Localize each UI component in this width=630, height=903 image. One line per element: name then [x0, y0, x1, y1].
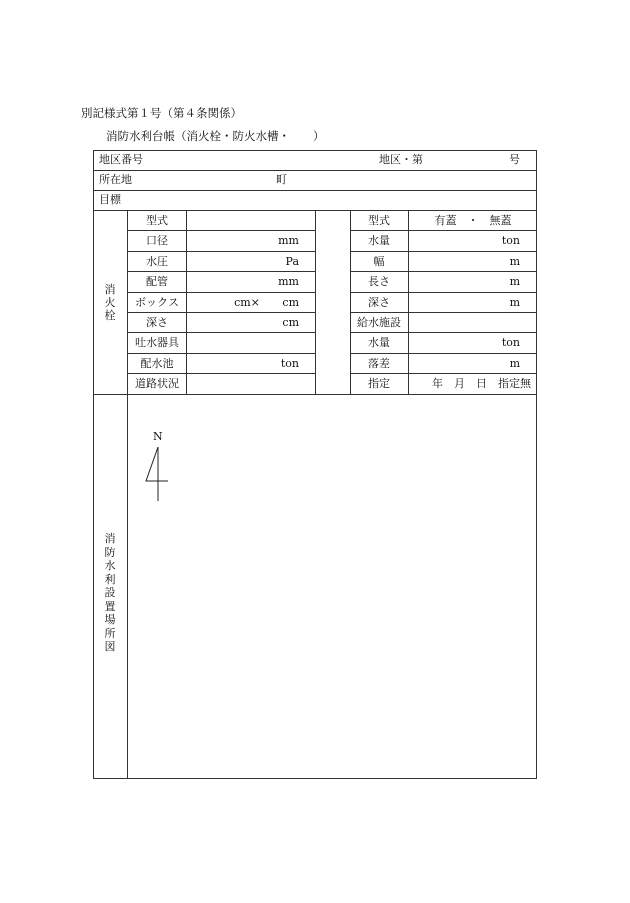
tank-field-label: 指定 [368, 377, 390, 390]
hydrant-field-label: 配管 [146, 275, 168, 288]
tank-field-value: m [509, 296, 520, 309]
tank-field-label: 長さ [368, 275, 390, 288]
row-line [127, 373, 316, 374]
map-section-char: 水 [104, 559, 116, 572]
map-section-char: 設 [104, 586, 116, 599]
column-line [350, 210, 351, 394]
tank-field-value: m [509, 357, 520, 370]
form-border-top [93, 150, 537, 151]
hydrant-field-label: 型式 [146, 214, 168, 227]
tank-field-value: ton [501, 234, 520, 247]
row-line [350, 332, 537, 333]
row-line [127, 230, 316, 231]
hydrant-field-label: 口径 [146, 234, 168, 247]
tank-field-label: 型式 [368, 214, 390, 227]
tank-field-label: 水量 [368, 336, 390, 349]
row-line [127, 292, 316, 293]
hydrant-field-label: 吐水器具 [135, 336, 179, 349]
tank-field-value: m [509, 275, 520, 288]
hydrant-field-label: 水圧 [146, 255, 168, 268]
hydrant-section-char: 火 [104, 296, 116, 309]
tank-field-label: 幅 [373, 255, 385, 268]
landmark-label: 目標 [99, 193, 121, 206]
location-suffix: 町 [276, 173, 287, 186]
hydrant-field-value: cm× [234, 296, 260, 309]
map-section-char: 置 [104, 599, 116, 613]
row-line [127, 332, 316, 333]
north-label: N [153, 430, 163, 443]
hydrant-section-char: 消 [104, 283, 116, 296]
hydrant-field-label: ボックス [135, 296, 179, 309]
tank-field-label: 深さ [368, 296, 390, 309]
tank-field-label: 水量 [368, 234, 390, 247]
form-border-left [93, 150, 94, 779]
hydrant-register-form [93, 150, 537, 779]
section-column-line [127, 210, 128, 779]
hydrant-field-unit: Pa [285, 255, 299, 268]
tank-field-value: m [509, 255, 520, 268]
form-border-right [536, 150, 537, 779]
hydrant-field-label: 深さ [146, 316, 168, 329]
row-line [350, 251, 537, 252]
district-suffix: 号 [509, 153, 520, 166]
hydrant-section-char: 栓 [104, 309, 116, 322]
hydrant-field-label: 配水池 [140, 357, 174, 370]
map-section-char: 場 [104, 613, 116, 626]
form-title: 消防水利台帳（消火栓・防火水槽・ ） [106, 129, 325, 143]
map-section-char: 防 [104, 545, 116, 559]
row-line [93, 170, 537, 171]
column-line [186, 210, 187, 394]
hydrant-section-label [103, 283, 117, 322]
row-line [127, 251, 316, 252]
row-line [127, 312, 316, 313]
row-line [350, 312, 537, 313]
tank-field-value: 年 月 日 指定無 [432, 377, 531, 390]
location-label: 所在地 [99, 173, 132, 186]
row-line [127, 271, 316, 272]
row-line [350, 373, 537, 374]
hydrant-field-unit: mm [278, 275, 299, 288]
district-label: 地区番号 [99, 153, 143, 166]
hydrant-field-label: 道路状況 [135, 377, 179, 390]
tank-field-value: ton [501, 336, 520, 349]
row-line [93, 394, 537, 395]
north-arrow-icon [145, 445, 175, 505]
tank-field-label: 給水施設 [357, 316, 401, 329]
row-line [350, 230, 537, 231]
tank-field-label: 落差 [368, 357, 390, 370]
row-line [350, 353, 537, 354]
hydrant-field-unit: cm [282, 296, 299, 309]
form-border-bottom [93, 778, 537, 779]
hydrant-field-unit: ton [280, 357, 299, 370]
district-no-label: 地区・第 [379, 153, 423, 166]
column-line [315, 210, 316, 394]
tank-field-value: 有蓋 ・ 無蓋 [434, 214, 512, 227]
map-section-char: 所 [104, 626, 116, 640]
hydrant-field-unit: cm [282, 316, 299, 329]
row-line [127, 353, 316, 354]
column-line [408, 210, 409, 394]
map-section-label [103, 532, 117, 654]
map-section-char: 消 [104, 532, 116, 545]
form-number: 別記様式第１号（第４条関係） [81, 106, 242, 120]
map-section-char: 図 [104, 640, 116, 653]
row-line [93, 190, 537, 191]
row-line [350, 292, 537, 293]
map-section-char: 利 [104, 572, 116, 586]
row-line [350, 271, 537, 272]
hydrant-field-unit: mm [278, 234, 299, 247]
